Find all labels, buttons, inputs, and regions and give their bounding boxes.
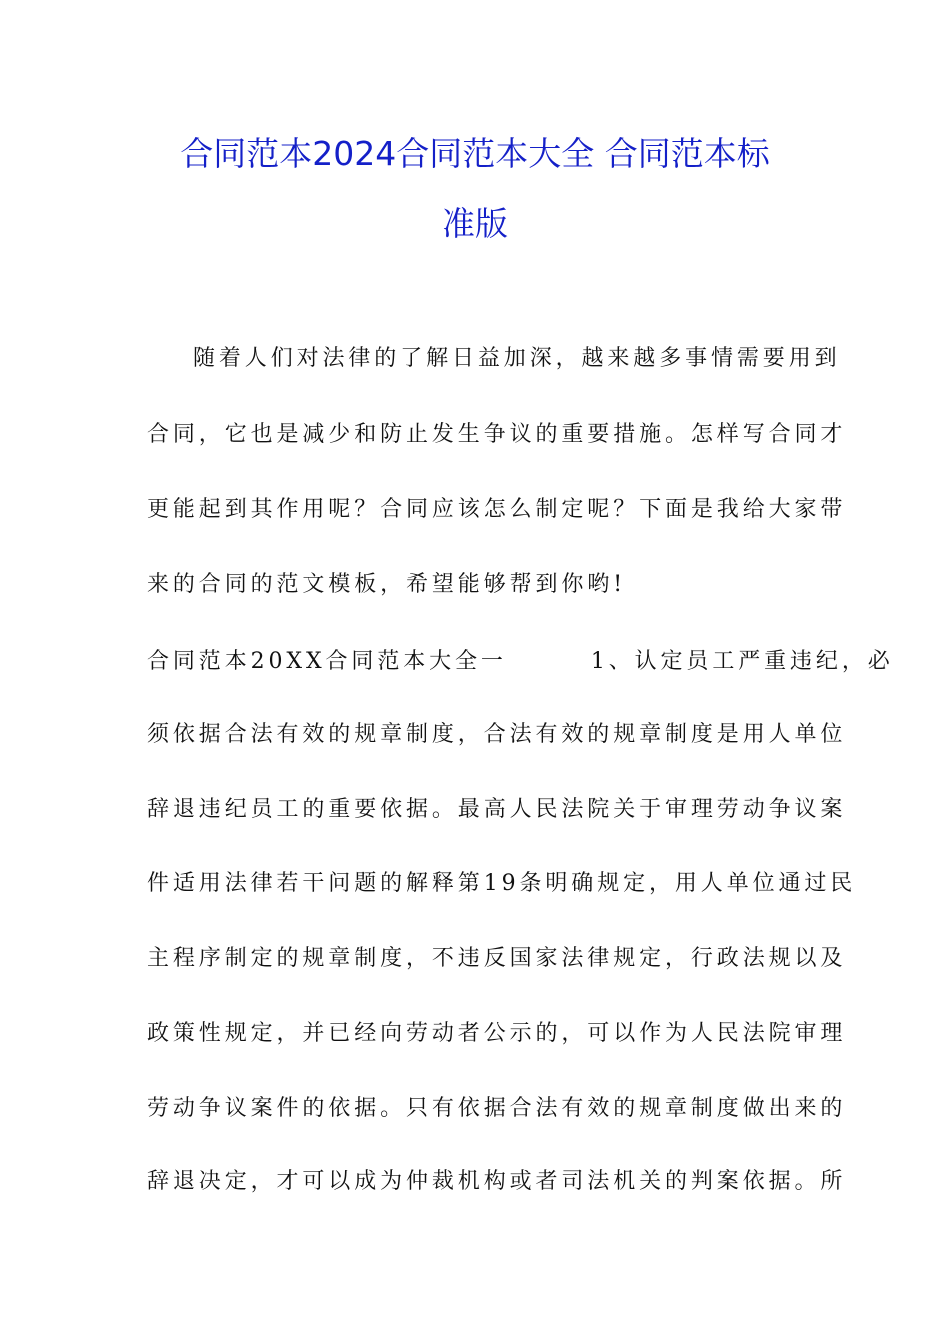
paragraph-line: 随着人们对法律的了解日益加深，越来越多事情需要用到 (193, 346, 841, 371)
document-title-line-1: 合同范本2024合同范本大全 合同范本标 (180, 134, 770, 173)
section-heading-line (147, 647, 894, 677)
paragraph-line: 更能起到其作用呢？合同应该怎么制定呢？下面是我给大家带 (147, 497, 847, 522)
paragraph-line: 件适用法律若干问题的解释第19条明确规定，用人单位通过民 (147, 871, 857, 896)
paragraph-line: 政策性规定，并已经向劳动者公示的，可以作为人民法院审理 (147, 1021, 847, 1046)
paragraph-line: 主程序制定的规章制度，不违反国家法律规定，行政法规以及 (147, 946, 847, 971)
paragraph-line: 辞退决定，才可以成为仲裁机构或者司法机关的判案依据。所 (147, 1169, 847, 1194)
paragraph-line: 合同，它也是减少和防止发生争议的重要措施。怎样写合同才 (147, 422, 847, 447)
paragraph-line: 劳动争议案件的依据。只有依据合法有效的规章制度做出来的 (147, 1096, 847, 1121)
paragraph-line: 辞退违纪员工的重要依据。最高人民法院关于审理劳动争议案 (147, 797, 847, 822)
section-heading: 合同范本20XX合同范本大全一 (147, 649, 507, 674)
paragraph-line: 来的合同的范文模板，希望能够帮到你哟! (147, 572, 626, 597)
document-title-line-2: 准版 (442, 204, 508, 243)
clause-1-start: 1、认定员工严重违纪，必 (590, 649, 894, 674)
paragraph-line: 须依据合法有效的规章制度，合法有效的规章制度是用人单位 (147, 722, 847, 747)
